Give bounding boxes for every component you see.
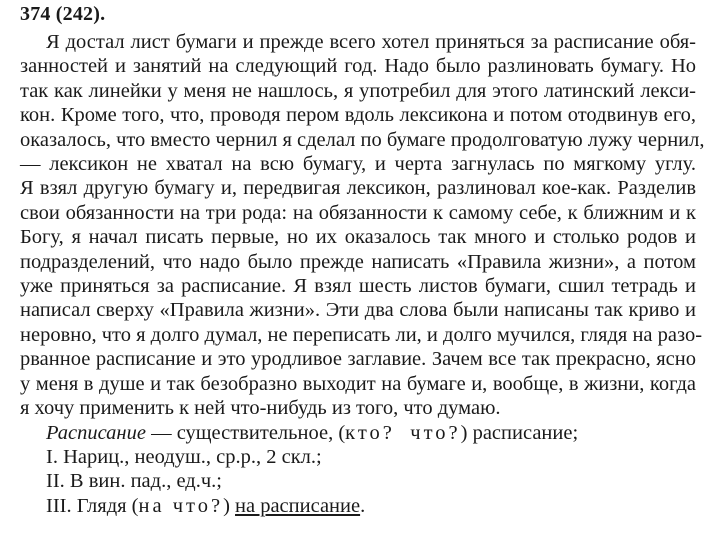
text-line: у меня в душе и так безобразно выходит на бумаге и, вообще, в жизни, когда xyxy=(20,372,696,395)
text-line: подразделений, что надо было прежде написать «Правила жизни», а потом xyxy=(20,250,696,273)
text-line: я хочу применить к ней что-нибудь из того, что думаю. xyxy=(20,397,501,420)
analysis-word: Расписание xyxy=(46,421,146,444)
analysis-line3-mid: ) xyxy=(223,494,236,517)
analysis-line-3 xyxy=(46,494,696,518)
analysis-dash-text: — существительное, ( xyxy=(145,421,346,444)
analysis-line-1: I. Нариц., неодуш., ср.р., 2 скл.; xyxy=(46,445,322,468)
analysis-header xyxy=(46,421,696,445)
text-line: рванное расписание и это уродливое заглавие. Зачем все так прекрасно, ясно xyxy=(20,348,696,371)
analysis-question-1: кто? xyxy=(345,421,395,444)
analysis-line3-underlined: на расписание xyxy=(235,494,361,517)
text-line: неровно, что я долго думал, не переписать ли, и долго мучился, глядя на разо- xyxy=(20,323,703,346)
text-line: Я достал лист бумаги и прежде всего хотел приняться за расписание обя- xyxy=(46,31,696,53)
text-line: написал сверху «Правила жизни». Эти два слова были написаны так криво и xyxy=(20,299,696,322)
text-line: кон. Кроме того, что, проводя пером вдоль лексикона и потом отодвинув его, xyxy=(20,104,696,127)
analysis-tail: ) расписание; xyxy=(460,421,579,444)
text-line: уже приняться за расписание. Я взял шесть листов бумаги, сшил тетрадь и xyxy=(20,275,696,298)
text-line: свои обязанности на три рода: на обязанности к самому себе, к ближним и к xyxy=(20,201,696,224)
text-line: — лексикон не хватал на всю бумагу, и черта загнулась по мягкому углу. xyxy=(20,153,696,176)
analysis-question-2: что? xyxy=(410,421,461,444)
text-line: так как линейки у меня не нашлось, я употребил для этого латинский лекси- xyxy=(20,79,696,102)
analysis-line3-question: на что? xyxy=(138,494,224,517)
text-line: Богу, я начал писать первые, но их оказалось так много и столько родов и xyxy=(20,226,696,249)
analysis-line3-end: . xyxy=(360,494,366,517)
morphological-analysis xyxy=(20,421,696,519)
text-line: Я взял другую бумагу и, передвигая лексикон, разлиновал кое-как. Разделив xyxy=(20,177,696,200)
exercise-text xyxy=(20,30,705,421)
analysis-line-2: II. В вин. пад., ед.ч.; xyxy=(46,470,222,493)
exercise-number: 374 (242). xyxy=(20,3,106,25)
text-line: занностей и занятий на следующий год. Надо было разлиновать бумагу. Но xyxy=(20,55,696,78)
analysis-line3-prefix: III. Глядя ( xyxy=(46,494,139,517)
text-line: оказалось, что вместо чернил я сделал по бумаге продолговатую лужу чернил, xyxy=(20,128,705,151)
